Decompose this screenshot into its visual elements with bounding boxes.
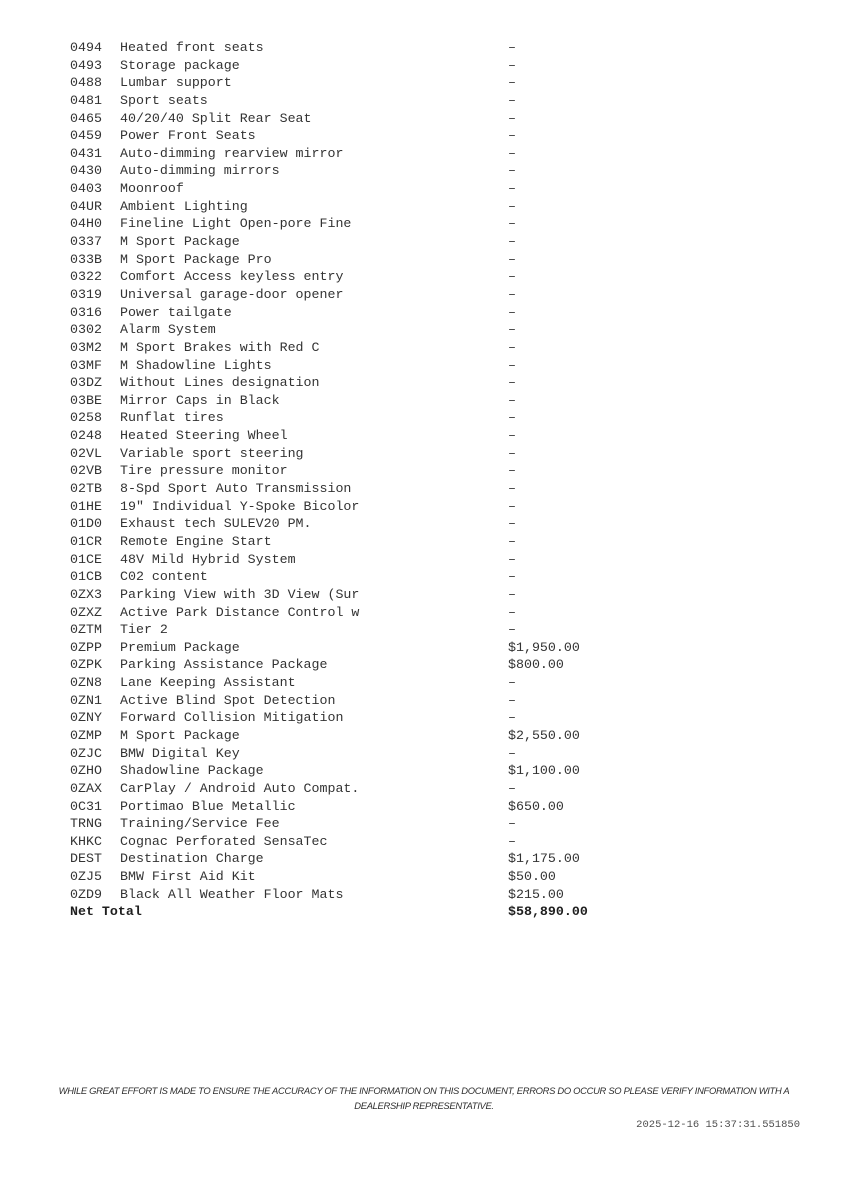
option-row: [70, 74, 802, 92]
option-code: 0465: [70, 110, 102, 126]
option-row: [70, 868, 802, 886]
option-price: –: [508, 692, 516, 708]
option-code: 0431: [70, 145, 102, 161]
option-description: Lane Keeping Assistant: [120, 675, 296, 691]
option-row: [70, 92, 802, 110]
option-description: Parking Assistance Package: [120, 657, 328, 673]
option-code: 0403: [70, 181, 102, 197]
option-price: –: [508, 569, 516, 585]
option-price: –: [508, 92, 516, 108]
option-description: M Sport Package Pro: [120, 251, 272, 267]
option-row: [70, 692, 802, 710]
disclaimer-text: [40, 1083, 808, 1113]
option-row: [70, 268, 802, 286]
option-row: [70, 180, 802, 198]
option-description: Alarm System: [120, 322, 216, 338]
option-price: –: [508, 269, 516, 285]
option-price: –: [508, 833, 516, 849]
option-description: Lumbar support: [120, 75, 232, 91]
option-code: 04UR: [70, 198, 102, 214]
net-total-label: Net Total: [70, 904, 142, 920]
option-code: 0ZJ5: [70, 869, 102, 885]
option-price: –: [508, 392, 516, 408]
option-price: –: [508, 181, 516, 197]
option-description: Power tailgate: [120, 304, 232, 320]
option-price: –: [508, 145, 516, 161]
option-code: 0ZD9: [70, 886, 102, 902]
option-description: 19" Individual Y-Spoke Bicolor: [120, 498, 360, 514]
option-description: Without Lines designation: [120, 375, 320, 391]
option-price: –: [508, 428, 516, 444]
option-row: [70, 709, 802, 727]
option-price: –: [508, 586, 516, 602]
option-description: Tire pressure monitor: [120, 463, 288, 479]
option-price: –: [508, 57, 516, 73]
option-code: 01D0: [70, 516, 102, 532]
option-code: 0ZMP: [70, 727, 102, 743]
option-description: Runflat tires: [120, 410, 224, 426]
option-price: $2,550.00: [508, 727, 580, 743]
option-row: [70, 533, 802, 551]
option-row: [70, 162, 802, 180]
option-description: Training/Service Fee: [120, 816, 280, 832]
option-price: –: [508, 286, 516, 302]
option-description: Premium Package: [120, 639, 240, 655]
option-description: Shadowline Package: [120, 763, 264, 779]
option-code: 0ZHO: [70, 763, 102, 779]
option-description: 48V Mild Hybrid System: [120, 551, 296, 567]
option-code: 03DZ: [70, 375, 102, 391]
option-code: 0ZNY: [70, 710, 102, 726]
option-description: Heated front seats: [120, 40, 264, 55]
option-price: –: [508, 463, 516, 479]
option-row: [70, 251, 802, 269]
option-row: [70, 286, 802, 304]
option-description: Active Blind Spot Detection: [120, 692, 336, 708]
option-description: M Sport Brakes with Red C: [120, 339, 320, 355]
option-row: [70, 339, 802, 357]
option-row: [70, 551, 802, 569]
option-price: –: [508, 710, 516, 726]
option-price: –: [508, 322, 516, 338]
option-row: [70, 462, 802, 480]
option-row: [70, 798, 802, 816]
option-row: [70, 515, 802, 533]
disclaimer-line-2: DEALERSHIP REPRESENTATIVE.: [354, 1100, 494, 1111]
option-description: Active Park Distance Control w: [120, 604, 360, 620]
option-description: C02 content: [120, 569, 208, 585]
option-price: –: [508, 375, 516, 391]
option-code: 0302: [70, 322, 102, 338]
option-description: Ambient Lighting: [120, 198, 248, 214]
option-description: Fineline Light Open-pore Fine: [120, 216, 352, 232]
option-row: [70, 427, 802, 445]
option-description: Auto-dimming mirrors: [120, 163, 280, 179]
option-price: –: [508, 445, 516, 461]
option-row: [70, 374, 802, 392]
option-code: 01CR: [70, 533, 102, 549]
option-description: Storage package: [120, 57, 240, 73]
option-row: [70, 198, 802, 216]
option-code: 01CE: [70, 551, 102, 567]
option-description: Universal garage-door opener: [120, 286, 344, 302]
option-description: Power Front Seats: [120, 128, 256, 144]
option-code: 0493: [70, 57, 102, 73]
option-row: [70, 110, 802, 128]
option-code: 03M2: [70, 339, 102, 355]
option-row: [70, 321, 802, 339]
option-code: 0C31: [70, 798, 102, 814]
option-code: 01CB: [70, 569, 102, 585]
option-price: –: [508, 816, 516, 832]
option-row: [70, 586, 802, 604]
option-price: $215.00: [508, 886, 564, 902]
option-row: [70, 886, 802, 904]
option-code: 0459: [70, 128, 102, 144]
option-code: 0ZJC: [70, 745, 102, 761]
option-row: [70, 833, 802, 851]
option-row: [70, 727, 802, 745]
option-description: 8-Spd Sport Auto Transmission: [120, 481, 352, 497]
option-row: [70, 57, 802, 75]
option-code: 02TB: [70, 481, 102, 497]
option-price: –: [508, 498, 516, 514]
option-code: 0316: [70, 304, 102, 320]
option-row: [70, 357, 802, 375]
generated-timestamp: 2025-12-16 15:37:31.551850: [636, 1119, 800, 1131]
option-price: $1,100.00: [508, 763, 580, 779]
option-price: –: [508, 234, 516, 250]
option-row: [70, 621, 802, 639]
option-description: Comfort Access keyless entry: [120, 269, 344, 285]
option-row: [70, 498, 802, 516]
option-description: Forward Collision Mitigation: [120, 710, 344, 726]
option-price: –: [508, 551, 516, 567]
option-price: –: [508, 163, 516, 179]
option-row: [70, 409, 802, 427]
option-row: [70, 604, 802, 622]
option-price: $800.00: [508, 657, 564, 673]
option-price: –: [508, 410, 516, 426]
option-code: 0488: [70, 75, 102, 91]
option-description: Mirror Caps in Black: [120, 392, 280, 408]
option-code: 0322: [70, 269, 102, 285]
option-price: –: [508, 216, 516, 232]
option-code: TRNG: [70, 816, 102, 832]
option-price: –: [508, 533, 516, 549]
option-code: KHKC: [70, 833, 102, 849]
option-description: Variable sport steering: [120, 445, 304, 461]
option-code: 0ZPK: [70, 657, 102, 673]
option-row: [70, 656, 802, 674]
option-price: –: [508, 357, 516, 373]
option-description: Destination Charge: [120, 851, 264, 867]
option-description: Remote Engine Start: [120, 533, 272, 549]
option-code: 0319: [70, 286, 102, 302]
option-description: Tier 2: [120, 622, 168, 638]
option-price: –: [508, 604, 516, 620]
option-row: [70, 850, 802, 868]
option-price: $650.00: [508, 798, 564, 814]
option-description: Cognac Perforated SensaTec: [120, 833, 328, 849]
option-price: $50.00: [508, 869, 556, 885]
disclaimer-line-1: WHILE GREAT EFFORT IS MADE TO ENSURE THE ACCURACY OF THE INFORMATION ON THIS DOCUMENT, ERRORS DO OCCUR SO PLEASE VERIFY INFORMATION WITH A: [58, 1085, 790, 1096]
option-code: 03MF: [70, 357, 102, 373]
option-price: –: [508, 40, 516, 55]
option-price: –: [508, 304, 516, 320]
option-row: [70, 568, 802, 586]
option-price: –: [508, 251, 516, 267]
option-price: –: [508, 339, 516, 355]
option-code: 0ZAX: [70, 780, 102, 796]
option-row: [70, 304, 802, 322]
option-row: [70, 639, 802, 657]
option-price: –: [508, 516, 516, 532]
option-description: M Sport Package: [120, 234, 240, 250]
option-description: Moonroof: [120, 181, 184, 197]
option-description: BMW Digital Key: [120, 745, 240, 761]
option-code: 02VB: [70, 463, 102, 479]
option-code: 0ZTM: [70, 622, 102, 638]
option-description: Exhaust tech SULEV20 PM.: [120, 516, 312, 532]
option-code: 0258: [70, 410, 102, 426]
option-row: [70, 127, 802, 145]
option-description: M Sport Package: [120, 727, 240, 743]
option-description: Portimao Blue Metallic: [120, 798, 296, 814]
option-code: 0248: [70, 428, 102, 444]
option-price: –: [508, 198, 516, 214]
option-price: –: [508, 675, 516, 691]
option-description: Heated Steering Wheel: [120, 428, 288, 444]
option-code: 04H0: [70, 216, 102, 232]
option-code: 03BE: [70, 392, 102, 408]
option-code: 0430: [70, 163, 102, 179]
option-price: $1,175.00: [508, 851, 580, 867]
option-price: $1,950.00: [508, 639, 580, 655]
option-code: 0ZPP: [70, 639, 102, 655]
option-code: 033B: [70, 251, 102, 267]
option-row: [70, 780, 802, 798]
option-price: –: [508, 75, 516, 91]
option-code: 0ZXZ: [70, 604, 102, 620]
option-code: 0494: [70, 40, 102, 55]
option-price: –: [508, 128, 516, 144]
option-row: [70, 392, 802, 410]
option-code: 0ZN1: [70, 692, 102, 708]
option-row: [70, 145, 802, 163]
option-code: 0481: [70, 92, 102, 108]
option-row: [70, 215, 802, 233]
option-row: [70, 762, 802, 780]
net-total-value: $58,890.00: [508, 904, 588, 920]
option-code: 02VL: [70, 445, 102, 461]
option-row: [70, 674, 802, 692]
option-price: –: [508, 622, 516, 638]
option-row: [70, 39, 802, 57]
option-price: –: [508, 780, 516, 796]
option-code: 0337: [70, 234, 102, 250]
option-description: Sport seats: [120, 92, 208, 108]
option-price: –: [508, 745, 516, 761]
option-price: –: [508, 110, 516, 126]
option-row: [70, 745, 802, 763]
option-code: 01HE: [70, 498, 102, 514]
option-code: 0ZX3: [70, 586, 102, 602]
net-total-row: [70, 903, 802, 921]
option-row: [70, 815, 802, 833]
option-price: –: [508, 481, 516, 497]
option-row: [70, 445, 802, 463]
option-code: DEST: [70, 851, 102, 867]
option-code: 0ZN8: [70, 675, 102, 691]
option-description: BMW First Aid Kit: [120, 869, 256, 885]
options-list: [70, 39, 802, 921]
option-description: Parking View with 3D View (Sur: [120, 586, 360, 602]
option-row: [70, 233, 802, 251]
option-description: Black All Weather Floor Mats: [120, 886, 344, 902]
option-description: M Shadowline Lights: [120, 357, 272, 373]
option-description: 40/20/40 Split Rear Seat: [120, 110, 312, 126]
option-description: CarPlay / Android Auto Compat.: [120, 780, 360, 796]
option-description: Auto-dimming rearview mirror: [120, 145, 344, 161]
option-row: [70, 480, 802, 498]
